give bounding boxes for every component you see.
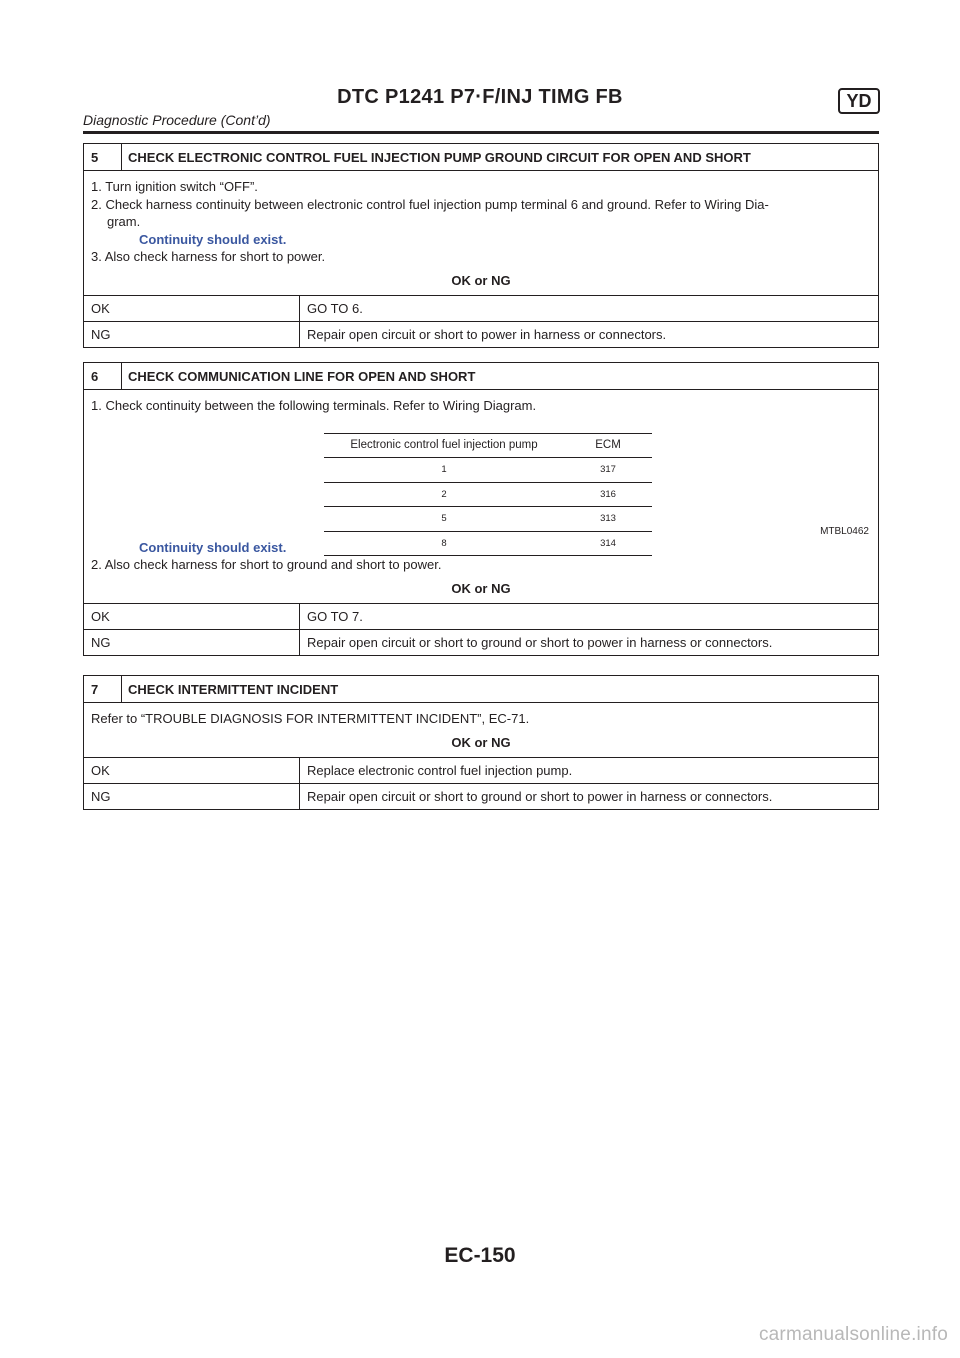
result-action: GO TO 7. [307, 608, 363, 624]
continuity-note: Continuity should exist. [139, 539, 287, 555]
result-key: OK [84, 758, 300, 783]
step-header [84, 363, 878, 390]
result-action: Replace electronic control fuel injection pump. [307, 762, 573, 778]
step-5-box [83, 143, 879, 348]
page-title: DTC P1241 P7·F/INJ TIMG FB [337, 86, 623, 108]
table-row [324, 507, 652, 532]
instruction-line: 3. Also check harness for short to power. [91, 249, 326, 264]
ok-or-ng-label: OK or NG [451, 734, 511, 750]
result-key: NG [84, 784, 300, 809]
ecm-terminal: 316 [564, 482, 652, 507]
figure-code: MTBL0462 [820, 525, 869, 537]
header-rule [83, 131, 879, 134]
continuity-note: Continuity should exist. [139, 231, 287, 247]
step-number: 7 [84, 676, 122, 702]
result-row-ng [84, 629, 878, 655]
step-header [84, 676, 878, 703]
result-key: NG [84, 322, 300, 347]
ok-or-ng-label: OK or NG [451, 580, 511, 596]
result-row-ok [84, 757, 878, 783]
pump-terminal: 5 [324, 507, 564, 532]
instruction-line: 2. Also check harness for short to ground and short to power. [91, 557, 442, 572]
instruction-line: 2. Check harness continuity between electronic control fuel injection pump terminal 6 and ground. Refer to Wiring Dia- [91, 196, 769, 212]
step-6-box [83, 362, 879, 656]
page-subtitle: Diagnostic Procedure (Cont’d) [83, 112, 271, 128]
step-body [84, 703, 878, 728]
ecm-terminal: 313 [564, 507, 652, 532]
page-number: EC-150 [444, 1244, 516, 1267]
step-body [84, 390, 878, 574]
step-title: CHECK COMMUNICATION LINE FOR OPEN AND SHORT [128, 368, 476, 384]
result-key: OK [84, 296, 300, 321]
engine-code-badge: YD [838, 88, 880, 114]
step-title: CHECK INTERMITTENT INCIDENT [128, 681, 339, 697]
table-row [324, 531, 652, 556]
result-key: NG [84, 630, 300, 655]
result-action: Repair open circuit or short to ground or short to power in harness or connectors. [307, 634, 773, 650]
step-body [84, 171, 878, 266]
result-action: Repair open circuit or short to power in harness or connectors. [307, 326, 667, 342]
step-7-box [83, 675, 879, 810]
step-number: 6 [84, 363, 122, 389]
pump-terminal: 1 [324, 458, 564, 483]
watermark: carmanualsonline.info [758, 1324, 948, 1345]
table-row [324, 482, 652, 507]
terminal-table [324, 433, 652, 557]
instruction-line: 1. Turn ignition switch “OFF”. [91, 179, 258, 194]
result-key: OK [84, 604, 300, 629]
ecm-terminal: 314 [564, 531, 652, 556]
result-row-ok [84, 603, 878, 629]
instruction-line: 1. Check continuity between the following terminals. Refer to Wiring Diagram. [91, 398, 537, 413]
result-row-ng [84, 321, 878, 347]
result-row-ng [84, 783, 878, 809]
column-header: ECM [564, 433, 652, 458]
ecm-terminal: 317 [564, 458, 652, 483]
step-number: 5 [84, 144, 122, 170]
step-header [84, 144, 878, 171]
column-header: Electronic control fuel injection pump [324, 433, 564, 458]
instruction-line: Refer to “TROUBLE DIAGNOSIS FOR INTERMITTENT INCIDENT”, EC-71. [91, 711, 530, 726]
result-row-ok [84, 295, 878, 321]
result-action: GO TO 6. [307, 300, 363, 316]
pump-terminal: 2 [324, 482, 564, 507]
instruction-line: gram. [107, 214, 141, 229]
ok-or-ng-label: OK or NG [451, 272, 511, 288]
result-action: Repair open circuit or short to ground or short to power in harness or connectors. [307, 788, 773, 804]
table-row [324, 458, 652, 483]
pump-terminal: 8 [324, 531, 564, 556]
step-title: CHECK ELECTRONIC CONTROL FUEL INJECTION PUMP GROUND CIRCUIT FOR OPEN AND SHORT [128, 149, 751, 165]
